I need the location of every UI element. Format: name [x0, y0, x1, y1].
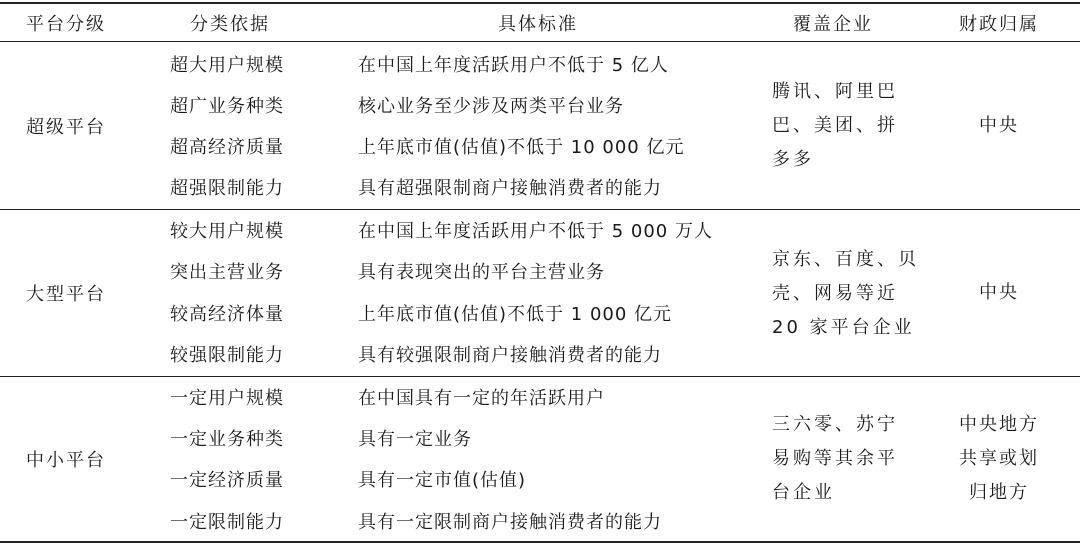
standard: 具有较强限制商户接触消费者的能力: [358, 345, 662, 366]
fiscal-line: 归地方: [969, 482, 1029, 503]
header-tier: 平台分级: [26, 13, 106, 35]
coverage-line: 多多: [772, 149, 814, 170]
coverage-line: 腾讯、阿里巴: [772, 81, 898, 102]
coverage-line: 京东、百度、贝: [772, 249, 919, 270]
criterion: 较强限制能力: [170, 345, 284, 366]
standard: 核心业务至少涉及两类平台业务: [358, 96, 624, 117]
tier-name: 大型平台: [26, 284, 106, 305]
standard: 上年底市值(估值)不低于 10 000 亿元: [358, 137, 685, 158]
coverage-line: 巴、美团、拼: [772, 115, 898, 136]
criterion: 超高经济质量: [170, 137, 284, 158]
criterion: 一定业务种类: [170, 429, 284, 450]
fiscal-line: 中央: [979, 114, 1019, 136]
tier-name: 中小平台: [26, 450, 106, 471]
fiscal-line: 中央: [979, 282, 1019, 303]
criterion: 一定用户规模: [170, 388, 284, 409]
fiscal-line: 共享或划: [959, 448, 1039, 469]
criterion: 超强限制能力: [170, 178, 284, 199]
standard: 具有一定限制商户接触消费者的能力: [358, 512, 662, 533]
standard: 具有一定业务: [358, 429, 472, 450]
coverage: [772, 243, 919, 345]
coverage-line: 三六零、苏宁: [772, 414, 898, 435]
tier-name: 超级平台: [26, 116, 106, 138]
criterion: 突出主营业务: [170, 262, 284, 283]
coverage-line: 易购等其余平: [772, 448, 898, 469]
standard: 在中国上年度活跃用户不低于 5 000 万人: [358, 221, 713, 242]
criterion: 一定限制能力: [170, 512, 284, 533]
bottom-rule: [0, 541, 1080, 543]
criterion: 超大用户规模: [170, 55, 284, 76]
coverage-line: 20 家平台企业: [772, 317, 915, 338]
standard: 具有一定市值(估值): [358, 470, 527, 491]
standard: 在中国具有一定的年活跃用户: [358, 388, 605, 409]
standard: 在中国上年度活跃用户不低于 5 亿人: [358, 55, 669, 76]
coverage: [772, 408, 912, 510]
fiscal-line: 中央地方: [959, 414, 1039, 435]
coverage-line: 台企业: [772, 482, 835, 503]
coverage-line: 壳、网易等近: [772, 283, 898, 304]
coverage: [772, 75, 912, 177]
header-standard: 具体标准: [498, 13, 578, 35]
standard: 具有表现突出的平台主营业务: [358, 262, 605, 283]
header-fiscal: 财政归属: [959, 13, 1039, 35]
header-coverage: 覆盖企业: [793, 13, 873, 35]
standard: 上年底市值(估值)不低于 1 000 亿元: [358, 304, 673, 325]
standard: 具有超强限制商户接触消费者的能力: [358, 178, 662, 199]
criterion: 一定经济质量: [170, 470, 284, 491]
criterion: 较大用户规模: [170, 221, 284, 242]
fiscal-attribution: [918, 210, 1080, 376]
criterion: 较高经济体量: [170, 304, 284, 325]
fiscal-attribution: [918, 377, 1080, 541]
criterion: 超广业务种类: [170, 96, 284, 117]
fiscal-attribution: [918, 42, 1080, 209]
header-basis: 分类依据: [190, 13, 270, 35]
